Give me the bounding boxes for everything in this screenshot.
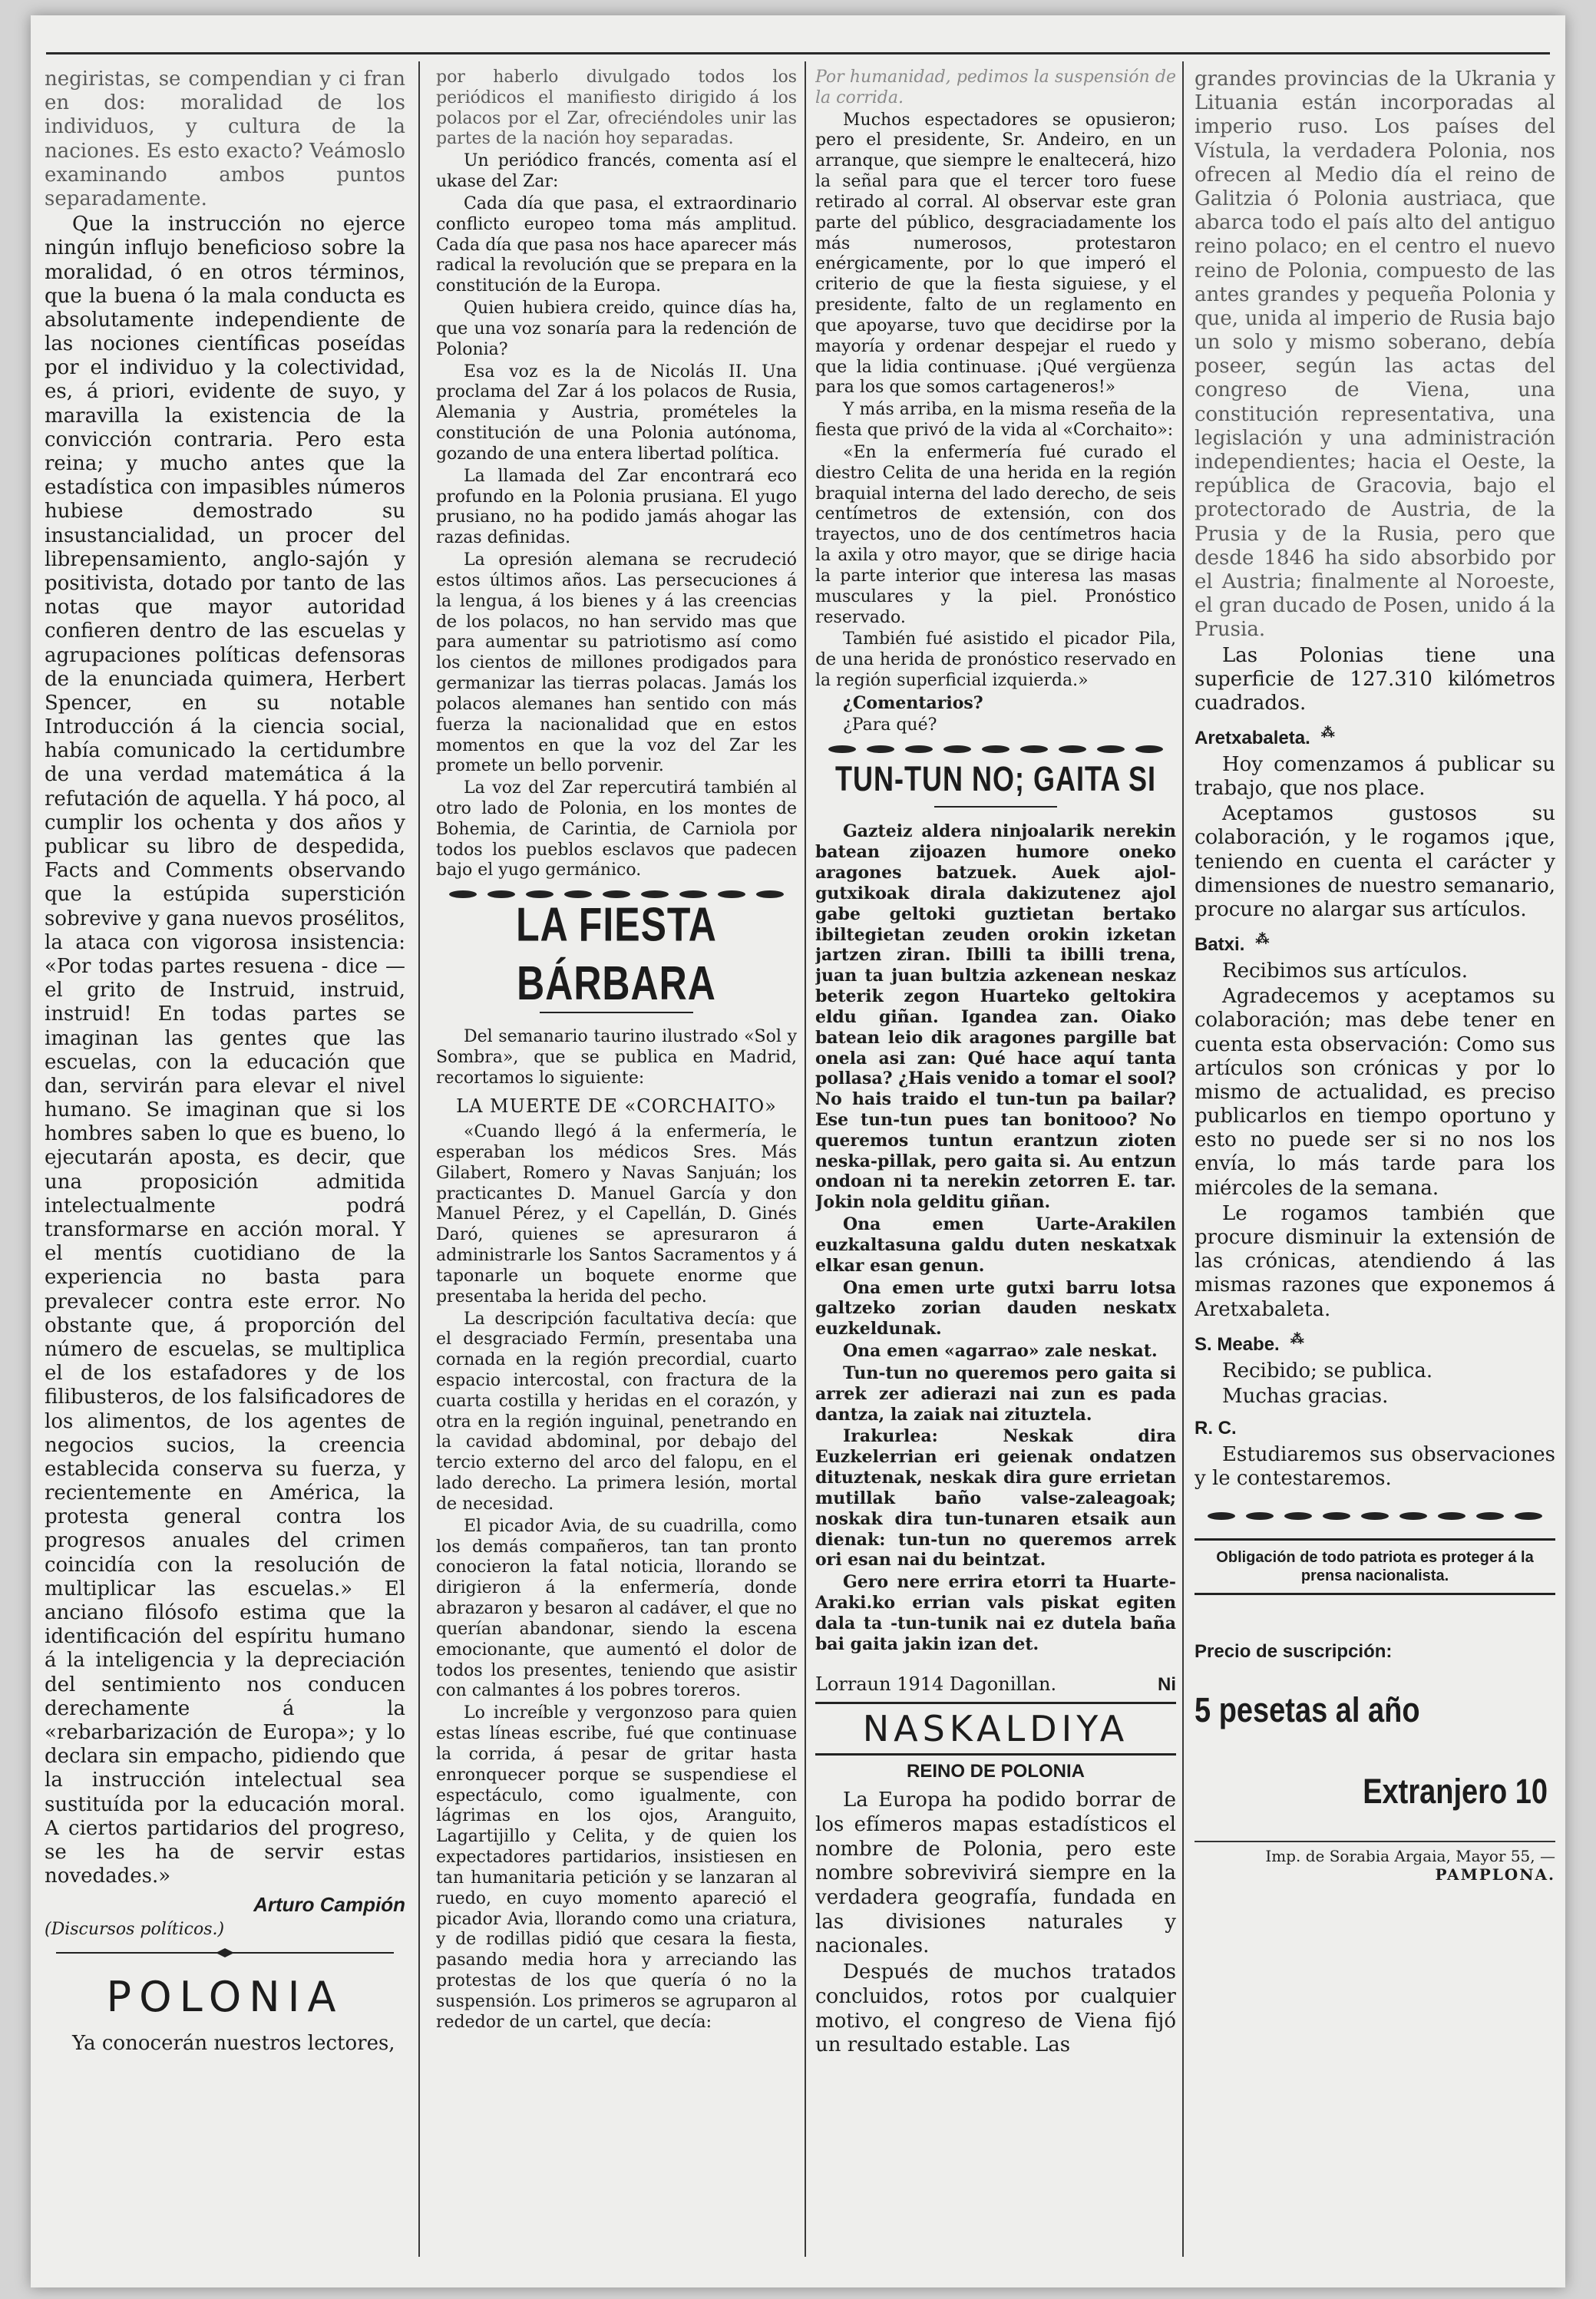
correspondent-heading	[1195, 931, 1555, 956]
paragraph: Cada día que pasa, el extraordinario conflicto europeo toma más amplitud. Cada día que pasa nos hace aparecer más radical la revolución que se prepara en la constitución de la Europa.	[436, 193, 797, 296]
paragraph: Ona emen urte gutxi barru lotsa galtzeko zorian dauden neskatx euzkeldunak.	[815, 1277, 1176, 1339]
subscription-price: 5 pesetas al año	[1195, 1691, 1420, 1730]
section-title-tuntun: TUN-TUN NO; GAITA SI	[835, 758, 1156, 798]
author-signature: Arturo Campión	[253, 1893, 405, 1917]
paragraph: Lo increíble y vergonzoso para quien estas líneas escribe, fué que continuase la corrida, á pesar de gritar hasta enronquecer porque se suspendiese el espectáculo, como igualmente, con lágrimas en los ojos, Aranguito, Lagartijillo y Celita, y de quien los expectadores partidarios, insistiesen en tan humanitaria petición y se lanzaran al ruedo, en cuyo momento apareció el picador Avia, llorando como una criatura, y de rodillas pidió que cesara la fiesta, pasando media hora y arreciando las protestas de los que quería ó no la suspensión. Los primeros se agruparon al rededor de un cartel, que decía:	[436, 1703, 797, 2032]
asterism-icon: ⁂	[1290, 1330, 1304, 1346]
ornament-rule	[1195, 1511, 1555, 1521]
correspondent-heading	[1195, 725, 1555, 750]
paragraph: La llamada del Zar encontrará eco profundo en la Polonia prusiana. El yugo prusiano, no ha podido jamás ahogar las razas definidas.	[436, 466, 797, 548]
asterism-icon: ⁂	[1320, 725, 1335, 741]
paragraph: Esa voz es la de Nicolás II. Una proclama del Zar á los polacos de Rusia, Alemania y Austria, promételes la constitución de una Polonia autónoma, gozando de una entera libertad política.	[436, 362, 797, 464]
closing-signature: Ni	[1158, 1673, 1176, 1695]
paragraph: Que la instrucción no ejerce ningún influjo beneficioso sobre la moralidad, ó en otros términos, que la buena ó la mala conducta es absolutamente independiente de las nociones científicas poseídas por el individuo y la colectividad, es, á priori, evidente de suyo, y maravilla la existencia de la convicción contraria. Pero esta reina; y mucho antes que la estadística con impasibles números hubiese demostrado su insustancialidad, un procer del librepensamiento, anglo-sajón y positivista, dotado por tanto de las notas que mayor autoridad confieren dentro de las escuelas y agrupaciones políticas defensoras de la enunciada quimera, Herbert Spencer, en su notable Introducción á la ciencia social, había comunicado la certidumbre de una verdad matemática á la refutación de aquella. Y há poco, al cumplir los ochenta y dos años y publicar su libro de despedida, Facts and Comments observando que la estúpida superstición sobrevive y gana nuevos prosélitos, la ataca con vigorosa insistencia: «Por todas partes resuena - dice — el grito de Instruid, instruid, instruid! En todas partes se imaginan las gentes que las escuelas, con la educación que dan, servirán para elevar el nivel humano. Se imaginan que si los hombres saben lo que es bueno, lo ejecutarán aposta, es decir, que una proposición admitida intelectualmente podrá transformarse en acción moral. Y el mentís cuotidiano de la experiencia no basta para prevalecer contra este error. No obstante que, á proporción del número de escuelas, se multiplica el de los estafadores y de los filibusteros, de los falsificadores de los alimentos, de los agentes de negocios sucios, la creencia establecida conserva su fuerza, y recientemente en América, la protesta general contra los progresos anuales del crimen coincidía con la resolución de multiplicar las escuelas.» El anciano filósofo estima que la identificación del espíritu humano á la inteligencia y la depreciación del sentimiento nos conducen derechamente á la «rebarbarización de Europa»; y lo declara sin empacho, pidiendo que la instrucción intelectual sea sustituída por la educación moral. A ciertos partidarios del progreso, se les ha de servir estas novedades.»	[45, 213, 405, 1888]
column-1	[45, 68, 405, 2257]
paragraph: ¿Para qué?	[843, 715, 937, 735]
paragraph: Del semanario taurino ilustrado «Sol y Sombra», que se publica en Madrid, recortamos lo siguiente:	[436, 1027, 797, 1088]
column-4	[1195, 68, 1555, 2257]
ornament-rule	[45, 1948, 405, 1959]
subscription-price-foreign: Extranjero 10	[1363, 1772, 1548, 1812]
paragraph: La descripción facultativa decía: que el desgraciado Fermín, presentaba una cornada en la región precordial, cuarto espacio intercostal, con fractura de la cuarta costilla y heridas en el corazón, y otra en la región inguinal, penetrando en la cavidad abdominal, por debajo del tercio externo del arco del falopu, en el lado derecho. La primera lesión, mortal de necesidad.	[436, 1309, 797, 1514]
imprint-city: PAMPLONA.	[1435, 1865, 1555, 1884]
column-divider	[805, 61, 806, 2257]
closing-line	[815, 1673, 1176, 1696]
ornament-rule	[815, 803, 1176, 814]
asterism-icon: ⁂	[1255, 931, 1270, 947]
paragraph: Agradecemos y aceptamos su colaboración; mas debe tener en cuenta esta observación: Como sus artículos son crónicas y por lo mismo de actualidad, es preciso publicarlos en tiempo oportuno y esto no puede ser si no nos los envía, lo más tarde para los miércoles de la semana.	[1195, 985, 1555, 1200]
paragraph: Le rogamos también que procure disminuir la extensión de las crónicas, atendiendo á las mismas razones que exponemos á Aretxabaleta.	[1195, 1201, 1555, 1321]
patriot-notice: Obligación de todo patriota es proteger á la prensa nacionalista.	[1195, 1538, 1555, 1595]
paragraph: Por humanidad, pedimos la suspensión de la corrida.	[815, 68, 1176, 107]
printer-imprint	[1195, 1841, 1555, 1884]
newspaper-page	[31, 15, 1565, 2287]
top-rule	[46, 52, 1550, 55]
imprint-address: Imp. de Sorabia Argaia, Mayor 55, —	[1265, 1847, 1555, 1866]
paragraph: por haberlo divulgado todos los periódicos el manifiesto dirigido á los polacos por el Zar, ofreciéndoles unir las partes de la nación hoy separadas.	[436, 68, 797, 149]
ornament-rule	[815, 744, 1176, 755]
section-title-fiesta: LA FIESTA BÁRBARA	[516, 897, 717, 1010]
paragraph: Estudiaremos sus observaciones y le contestaremos.	[1195, 1442, 1555, 1490]
correspondent-name: S. Meabe.	[1195, 1333, 1280, 1355]
section-title-naskaldiya: NASKALDIYA	[815, 1702, 1176, 1756]
source-note: (Discursos políticos.)	[45, 1920, 225, 1940]
paragraph: Y más arriba, en la misma reseña de la fiesta que privó de la vida al «Corchaito»:	[815, 400, 1176, 441]
correspondent-heading	[1195, 1418, 1555, 1440]
paragraph: Ona emen Uarte-Arakilen euzkaltasuna galdu duten neskatxak elkar esan genun.	[815, 1214, 1176, 1276]
paragraph: Hoy comenzamos á publicar su trabajo, que nos place.	[1195, 752, 1555, 801]
paragraph: «Cuando llegó á la enfermería, le esperaban los médicos Sres. Más Gilabert, Romero y Navas Sanjuán; los practicantes D. Manuel García y don Manuel Pérez, y el Capellán, D. Ginés Daró, quienes se apresuraron á administrarle los Santos Sacramentos y á taponarle un boquete enorme que presentaba la herida del pecho.	[436, 1122, 797, 1306]
paragraph: La Europa ha podido borrar de los efímeros mapas estadísticos el nombre de Polonia, pero este nombre sobrevivirá siempre en la verdadera geografía, fundada en las divisiones naturales y nacionales.	[815, 1789, 1176, 1958]
paragraph: «En la enfermería fué curado el diestro Celita de una herida en la región braquial interna del lado derecho, de seis centímetros de extensión, con dos trayectos, uno de dos centímetros hacia la axila y otro mayor, que se dirige hacia la parte interior que interesa las masas musculares y la piel. Pronóstico reservado.	[815, 442, 1176, 627]
correspondent-name: Batxi.	[1195, 934, 1245, 956]
paragraph: Muchos espectadores se opusieron; pero el presidente, Sr. Andeiro, en un arranque, que siempre le enaltecerá, hizo la señal para que el tercer toro fuese retirado al corral. Al observar este gran parte del público, desgraciadamente los más numerosos, protestaron enérgicamente, por lo que imperó el criterio de que la fiesta siguiese, y el presidente, falto de un reglamento en que apoyarse, tuvo que decidirse por la mayoría y ordenar despejar el ruedo y que la lidia continuase. ¡Qué vergüenza para los que somos cartageneros!»	[815, 110, 1176, 398]
section-title-polonia: POLONIA	[106, 1972, 344, 2021]
paragraph: Tun-tun no queremos pero gaita si arrek zer adierazi nai zun es pada dantza, la zaiak nai zituztela.	[815, 1363, 1176, 1425]
paragraph: ¿Comentarios?	[843, 692, 983, 713]
paragraph: negiristas, se compendian y ci fran en dos: moralidad de los individuos, y cultura de la naciones. Es esto exacto? Veámoslo examinando ambos puntos separadamente.	[45, 68, 405, 210]
closing-place: Lorraun 1914 Dagonillan.	[815, 1673, 1057, 1695]
paragraph: El picador Avia, de su cuadrilla, como los demás compañeros, tan tan pronto conocieron la fatal noticia, llorando se dirigieron á la enfermería, donde abrazaron y besaron al cadáver, el que no querían abandonar, siendo la escena emocionante, que aumentó el dolor de todos los presentes, teniendo que asistir con calmantes á los pobres toreros.	[436, 1516, 797, 1701]
paragraph: Gero nere errira etorri ta Huarte-Araki.ko errian vals piskat egiten dala ta -tun-tunik nai ez dutela baña bai gaita jakin izan det.	[815, 1572, 1176, 1654]
paragraph: Un periódico francés, comenta así el ukase del Zar:	[436, 151, 797, 192]
paragraph: Aceptamos gustosos su colaboración, y le rogamos ¡que, teniendo en cuenta el carácter y dimensiones de nuestro semanario, procure no alargar sus artículos.	[1195, 802, 1555, 921]
paragraph: Las Polonias tiene una superficie de 127.310 kilómetros cuadrados.	[1195, 643, 1555, 715]
paragraph: Ona emen «agarrao» zale neskat.	[843, 1341, 1158, 1362]
correspondent-heading	[1195, 1331, 1555, 1356]
column-2	[436, 68, 797, 2257]
paragraph: grandes provincias de la Ukrania y Lituania están incorporadas al imperio ruso. Los países del Vístula, la verdadera Polonia, nos ofrecen al Medio día el reino de Galitzia ó Polonia austriaca, que abarca todo el país alto del antiguo reino polaco; en el centro el nuevo reino de Polonia, compuesto de las antes grandes y pequeña Polonia y que, unida al imperio de Rusia bajo un solo y mismo soberano, debía poseer, según las actas del congreso de Viena, una constitución representativa, una legislación y una administración independientes; hacia el Oeste, la república de Gracovia, bajo el protectorado de Austria, de la Prusia y de la Rusia, pero que desde 1846 ha sido absorbido por el Austria; finalmente al Noroeste, el gran ducado de Posen, unido á la Prusia.	[1195, 68, 1555, 642]
correspondent-name: R. C.	[1195, 1417, 1237, 1439]
paragraph: Recibido; se publica.	[1222, 1359, 1433, 1382]
subscription-label: Precio de suscripción:	[1195, 1641, 1393, 1663]
subheading-reino: REINO DE POLONIA	[906, 1760, 1085, 1782]
column-divider	[1182, 61, 1184, 2257]
paragraph: Irakurlea: Neskak dira Euzkelerrian eri geienak ondatzen dituztenak, neskak dira gure errietan mutillak baño valse-zaleagoak; noskak dira tun-tunaren etsaik aun dienak: tun-tun no queremos arrek ori esan nai du beintzat.	[815, 1426, 1176, 1571]
paragraph: También fué asistido el picador Pila, de una herida de pronóstico reservado en la región superficial izquierda.»	[815, 629, 1176, 691]
paragraph: Muchas gracias.	[1222, 1384, 1389, 1408]
paragraph: Después de muchos tratados concluidos, rotos por cualquier motivo, el congreso de Viena fijó un resultado estable. Las	[815, 1960, 1176, 2057]
paragraph: Recibimos sus artículos.	[1222, 959, 1468, 983]
paragraph: Quien hubiera creido, quince días ha, que una voz sonaría para la redención de Polonia?	[436, 299, 797, 359]
column-3	[815, 68, 1176, 2257]
paragraph: Gazteiz aldera ninjoalarik nerekin batean zijoazen humore oneko aragones batzuek. Auek ajol-gutxikoak dirala dakizutenez ajol gabe geltoki guztietan bertako ibiltegietan zeuden orokin izketan jartzen ziran. Ibilli ta ibilli trena, juan ta juan bultzia azkenean neskaz beterik zegon Huarteko geltokira eldu giñan. Igandea zan. Oiako batean leio dik aragones pargille bat onela asi zan: Qué hace aquí tanta pollasa? ¿Hais venido a tomar el sool? No hais traido el tun-tun pa bailar? Ese tun-tun pues tan bonitooo? No queremos tuntun erantzun zioten neska-pillak, pero gaita si. Au entzun ondoan ni ta nerekin zetorren E. tar. Jokin nola gelditu giñan.	[815, 821, 1176, 1213]
paragraph: La voz del Zar repercutirá también al otro lado de Polonia, en los montes de Bohemia, de Carintia, de Carniola por todos los pueblos esclavos que padecen bajo el yugo germánico.	[436, 778, 797, 880]
paragraph: Ya conocerán nuestros lectores,	[72, 2031, 395, 2055]
column-divider	[418, 61, 420, 2257]
paragraph: La opresión alemana se recrudeció estos últimos años. Las persecuciones á la lengua, á los bienes y á las creencias de los polacos, no han servido mas que para aumentar su patriotismo así como los cientos de millones prodigados para germanizar las tierras polacas. Jamás los polacos alemanes han sentido con más fuerza la nacionalidad que en estos momentos en que la voz del Zar les promete un bello porvenir.	[436, 550, 797, 776]
subheading-muerte: LA MUERTE DE «CORCHAITO»	[456, 1095, 777, 1117]
correspondent-name: Aretxabaleta.	[1195, 728, 1310, 749]
